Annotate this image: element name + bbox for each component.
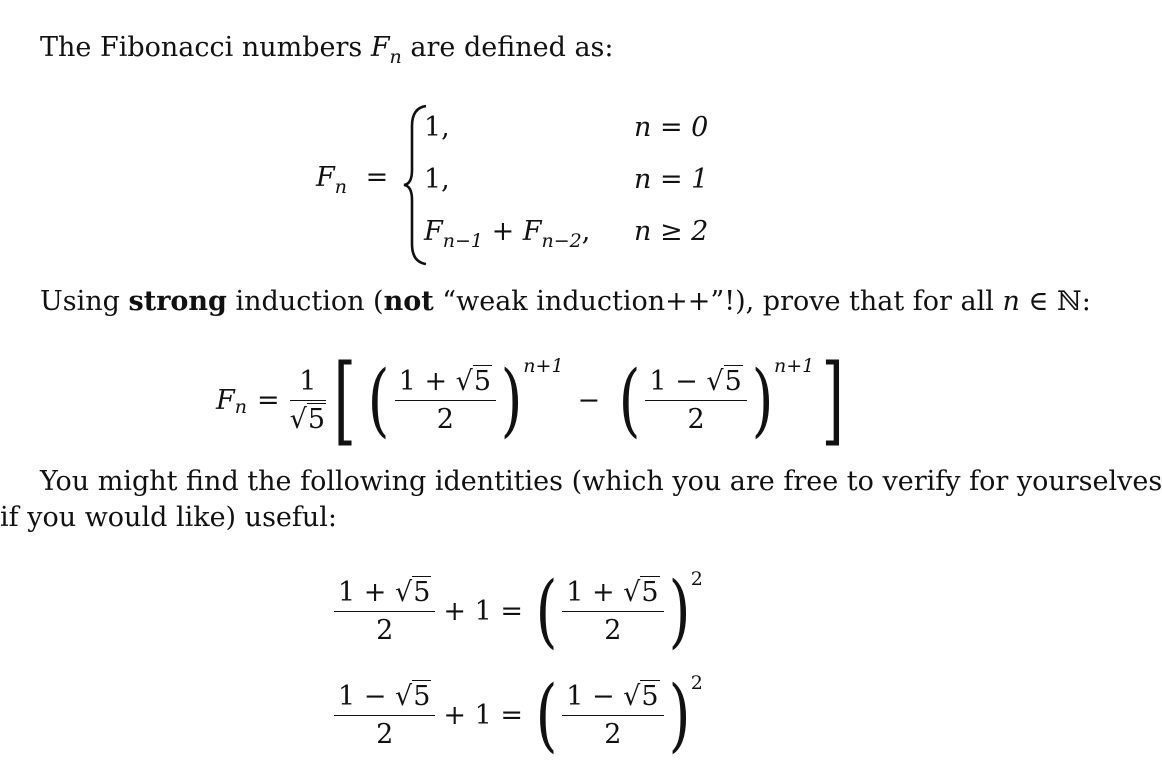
formula-lhs: F	[216, 384, 235, 416]
definition-lhs-subscript: n	[334, 176, 347, 198]
phi-fraction: $\frac{1 + √5}{2}$	[395, 366, 496, 435]
hint-line-2: if you would like) useful:	[0, 502, 338, 533]
identity-2-lhs-radicand: 5	[413, 680, 431, 712]
binet-formula	[216, 344, 852, 456]
phi-radicand: 5	[473, 365, 492, 397]
identity-1-lhs-radicand: 5	[413, 576, 431, 608]
identity-1-rhs-num-a: 1 +	[566, 576, 624, 608]
psi-fraction: $\frac{1 - √5}{2}$	[645, 366, 746, 435]
coefficient-fraction	[290, 366, 326, 435]
identity-1-lhs-num-a: 1 +	[338, 576, 395, 608]
identity-1	[334, 564, 703, 657]
right-paren-2: )	[751, 353, 774, 446]
case-3-term-f: F	[424, 216, 443, 247]
case-3-comma: ,	[581, 216, 591, 247]
left-bracket: [	[333, 344, 356, 456]
hint-line-1: You might find the following identities (which you are free to verify for yourselves	[40, 466, 1162, 497]
coefficient-radicand: 5	[307, 403, 326, 435]
formula-minus: −	[577, 384, 601, 416]
phi-exponent: n+1	[523, 355, 564, 377]
identity-1-right-paren: )	[668, 564, 691, 657]
case-3-sub-2: n−2	[541, 230, 582, 252]
intro-symbol: F	[370, 32, 390, 63]
psi-numerator-a: 1 −	[649, 365, 707, 397]
right-paren-1: )	[500, 353, 523, 446]
case-3-term-f2: F	[522, 216, 542, 247]
definition-lhs: F	[316, 162, 335, 193]
psi-denominator: 2	[687, 403, 705, 435]
intro-line	[40, 32, 614, 68]
identity-2-exponent: 2	[690, 672, 703, 694]
case-1-condition: n = 0	[634, 112, 709, 143]
identity-1-lhs-fraction: $\frac{1 + √5}{2}$	[334, 577, 435, 646]
task-text-4: ∈ ℕ:	[1019, 286, 1091, 317]
identity-2-rhs-num-a: 1 −	[566, 680, 624, 712]
coefficient-numerator: 1	[299, 365, 317, 397]
case-2-value: 1,	[424, 164, 450, 195]
identity-2-lhs-fraction: $\frac{1 - √5}{2}$	[334, 681, 435, 750]
intro-text-after: are defined as:	[401, 32, 614, 63]
case-3-sub-1: n−1	[442, 230, 483, 252]
identity-1-rhs-fraction: $\frac{1 + √5}{2}$	[562, 577, 663, 646]
definition-equals: =	[365, 162, 389, 193]
phi-numerator-a: 1 +	[398, 365, 456, 397]
case-3-value	[424, 216, 591, 252]
psi-radicand: 5	[724, 365, 742, 397]
case-2-condition: n = 1	[634, 164, 709, 195]
identity-1-rhs-den: 2	[604, 614, 622, 646]
left-paren-1: (	[368, 353, 391, 446]
phi-denominator: 2	[436, 403, 454, 435]
task-line	[40, 286, 1091, 317]
identity-2	[334, 668, 703, 761]
identity-2-rhs-fraction: $\frac{1 - √5}{2}$	[562, 681, 663, 750]
identity-1-rhs-radicand: 5	[641, 576, 659, 608]
identity-2-lhs-den: 2	[376, 718, 394, 750]
task-bold-not: not	[383, 286, 434, 317]
task-bold-strong: strong	[128, 286, 227, 317]
right-bracket: ]	[821, 344, 845, 456]
identity-1-exponent: 2	[690, 568, 703, 590]
identity-2-rhs-radicand: 5	[641, 680, 659, 712]
identity-2-lhs-num-a: 1 −	[338, 680, 395, 712]
case-3-plus: +	[482, 216, 523, 247]
case-1-value: 1,	[424, 112, 450, 143]
sqrt-icon: √5	[289, 403, 326, 435]
identity-2-rhs-den: 2	[604, 718, 622, 750]
intro-text-before: The Fibonacci numbers	[40, 32, 371, 63]
task-var-n: n	[1002, 286, 1020, 317]
identity-1-plus-one: + 1 =	[443, 595, 523, 627]
case-3-condition: n ≥ 2	[634, 216, 709, 247]
left-paren-2: (	[618, 353, 641, 446]
identity-1-left-paren: (	[535, 564, 558, 657]
identity-2-plus-one: + 1 =	[443, 699, 523, 731]
intro-symbol-subscript: n	[389, 46, 402, 68]
identity-2-right-paren: )	[668, 668, 691, 761]
piecewise-definition	[316, 100, 736, 270]
identity-1-lhs-den: 2	[376, 614, 394, 646]
task-text-2: induction (	[226, 286, 384, 317]
identity-2-left-paren: (	[535, 668, 558, 761]
psi-exponent: n+1	[773, 355, 815, 377]
formula-lhs-subscript: n	[234, 396, 247, 418]
task-text-3: “weak induction++”!), prove that for all	[433, 286, 1003, 317]
task-text-1: Using	[40, 286, 129, 317]
formula-equals: =	[256, 384, 280, 416]
